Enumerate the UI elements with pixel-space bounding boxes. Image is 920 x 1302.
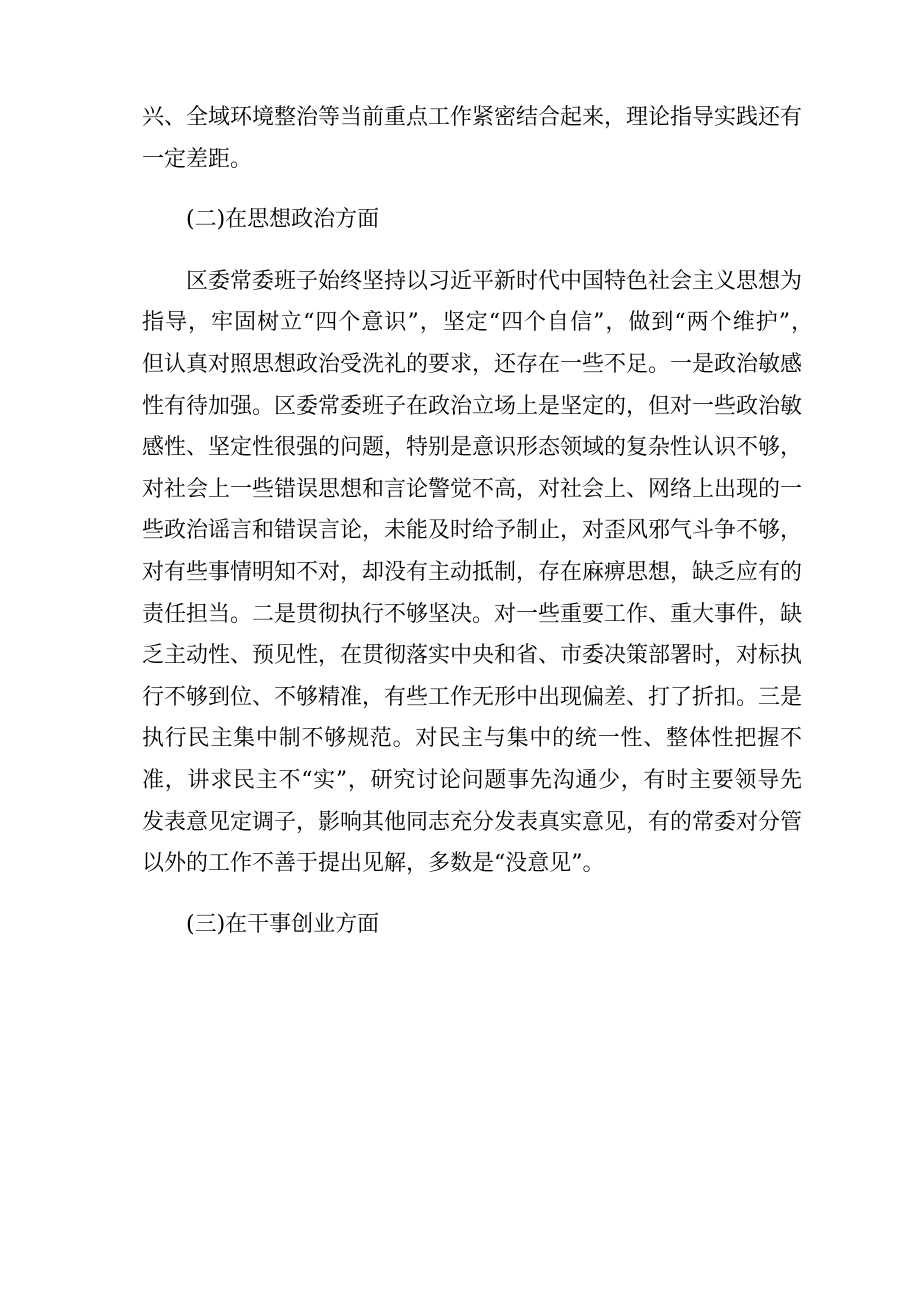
body-paragraph-ideological-political: 区委常委班子始终坚持以习近平新时代中国特色社会主义思想为指导，牢固树立“四个意识”，坚定“四个自信”，做到“两个维护”， 但认真对照思想政治受洗礼的要求，还存在一些不足。一是政治敏感性有待加强。区委常委班子在政治立场上是坚定的，但对一些政治敏感性、坚定性很强的问题，特别是意识形态领域的复杂性认识不够，对社会上一些错误思想和言论警觉不高，对社会上、网络上出现的一些政治谣言和错误言论，未能及时给予制止，对歪风邪气斗争不够，对有些事情明知不对，却没有主动抵制，存在麻痹思想，缺乏应有的责任担当。二是贯彻执行不够坚决。对一些重要工作、重大事件，缺乏主动性、预见性，在贯彻落实中央和省、市委决策部署时，对标执行不够到位、不够精准，有些工作无形中出现偏差、打了折扣。三是执行民主集中制不够规范。对民主与集中的统一性、整体性把握不准，讲求民主不“实”，研究讨论问题事先沟通少，有时主要领导先发表意见定调子，影响其他同志充分发表真实意见，有的常委对分管以外的工作不善于提出见解，多数是“没意见”。: [142, 268, 825, 877]
section-heading-ideological-political: (二)在思想政治方面: [186, 207, 380, 233]
continuation-paragraph: 兴、全域环境整治等当前重点工作紧密结合起来，理论指导实践还有一定差距。: [142, 105, 803, 172]
section-heading-entrepreneurship: (三)在干事创业方面: [186, 911, 380, 937]
document-body: [142, 97, 825, 945]
